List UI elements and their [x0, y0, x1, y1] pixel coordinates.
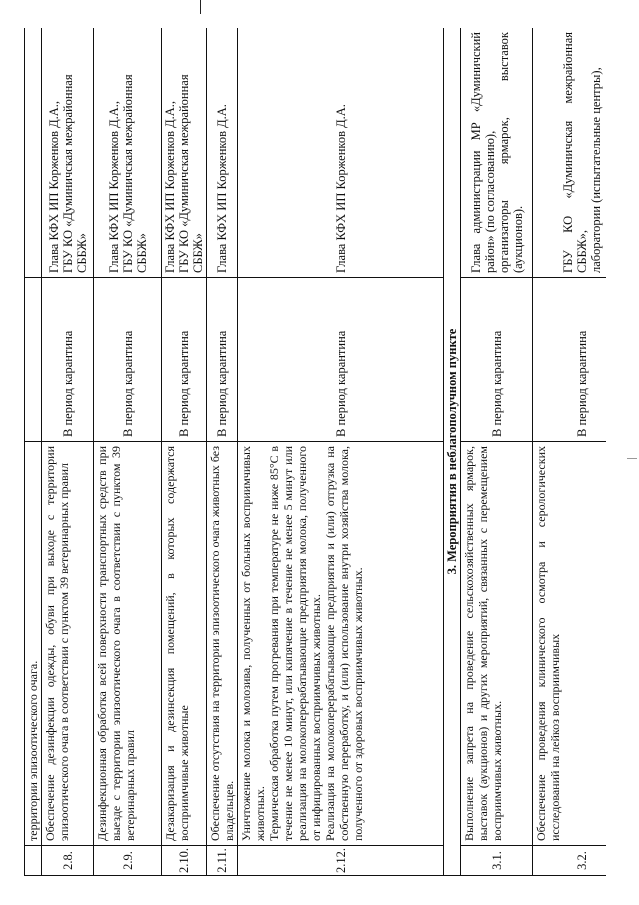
measures-table — [24, 28, 606, 876]
term-cell: В период карантина — [207, 278, 238, 442]
responsible-line: Глава КФХ ИП Корженков Д.А., — [163, 100, 177, 273]
action-cell: Обеспечение отсутствия на территории эпизоотического очага животных без владельцев. — [207, 442, 238, 846]
row-number: 2.10. — [162, 846, 207, 876]
responsible-cell — [461, 28, 533, 278]
table-row — [533, 28, 607, 876]
responsible-line: лаборатории (испытательные центры), — [589, 67, 603, 273]
action-cell: территории эпизоотического очага. — [25, 442, 42, 846]
responsible-line: Глава КФХ ИП Корженков Д.А., — [46, 100, 61, 273]
term-cell: В период карантина — [42, 278, 94, 442]
action-cell: Обеспечение дезинфекции одежды, обуви при выходе с территории эпизоотического очага в соответствии с пунктом 39 ветеринарных правил — [42, 442, 94, 846]
row-number: 3.2. — [533, 846, 607, 876]
action-cell: Обеспечение проведения клинического осмотра и серологических исследований на лейкоз восприимчивых — [533, 442, 607, 846]
section-header-row — [444, 28, 461, 876]
row-number: 3.1. — [461, 846, 533, 876]
responsible-line: Глава КФХ ИП Корженков Д.А., — [106, 100, 121, 273]
row-number: 2.12. — [238, 846, 444, 876]
responsible-line: организаторы ярмарок, выставок (аукционов). — [496, 32, 525, 273]
rotated-document — [24, 28, 606, 876]
term-cell — [25, 278, 42, 442]
responsible-cell — [162, 28, 207, 278]
action-cell — [238, 442, 444, 846]
responsible-line: ГБУ КО «Думиничская межрайонная СББЖ» — [120, 74, 149, 273]
top-edge-mark — [200, 0, 201, 14]
term-cell: В период карантина — [238, 278, 444, 442]
right-edge-tick — [627, 458, 637, 459]
responsible-line: ГБУ КО «Думиничская межрайонная СББЖ» — [60, 74, 89, 273]
action-cell: Выполнение запрета на проведение сельскохозяйственных ярмарок, выставок (аукционов) и других мероприятий, связанных с перемещением восприимчивых животных. — [461, 442, 533, 846]
responsible-cell — [25, 28, 42, 278]
row-number: 2.9. — [94, 846, 162, 876]
term-cell: В период карантина — [94, 278, 162, 442]
responsible-cell — [207, 28, 238, 278]
responsible-line: Глава администрации МР «Думиничский район» (по согласованию), — [468, 32, 497, 273]
table-row — [207, 28, 238, 876]
responsible-line: ГБУ КО «Думиничская межрайонная СББЖ» — [177, 74, 205, 273]
table-row — [162, 28, 207, 876]
responsible-cell — [238, 28, 444, 278]
table-row — [461, 28, 533, 876]
table-row — [42, 28, 94, 876]
action-paragraph: Реализация на молокоперерабатывающие предприятия и (или) отгрузка на собственную переработку, и (или) использование внутри хозяйства молока, полученного от здоровых восприимчивых животных. — [323, 446, 365, 841]
responsible-line: Глава КФХ ИП Корженков Д.А. — [215, 104, 229, 273]
table-row — [94, 28, 162, 876]
term-cell: В период карантина — [162, 278, 207, 442]
term-cell: В период карантина — [461, 278, 533, 442]
table-row — [238, 28, 444, 876]
row-number — [25, 846, 42, 876]
responsible-line: Глава КФХ ИП Корженков Д.А. — [333, 104, 348, 273]
table-row — [25, 28, 42, 876]
responsible-cell — [533, 28, 607, 278]
row-number: 2.8. — [42, 846, 94, 876]
action-cell: Дезакаризация и дезинсекция помещений, в которых содержатся восприимчивые животные — [162, 442, 207, 846]
responsible-line: ГБУ КО «Думиничская межрайонная СББЖ», — [561, 32, 589, 273]
page-frame — [24, 28, 606, 876]
responsible-cell — [94, 28, 162, 278]
action-paragraph: Уничтожение молока и молозива, полученных от больных восприимчивых животных. — [239, 446, 267, 841]
row-number: 2.11. — [207, 846, 238, 876]
term-cell: В период карантина — [533, 278, 607, 442]
responsible-cell — [42, 28, 94, 278]
action-cell: Дезинфекционная обработка всей поверхности транспортных средств при выезде с территории эпизоотического очага в соответствии с пунктом 39 ветеринарных правил — [94, 442, 162, 846]
action-paragraph: Термическая обработка путем прогревания при температуре не ниже 85°С в течение не менее 10 минут, или кипячение в течение не менее 5 минут или реализация на молокоперерабатывающие предприятия молока, полученного от инфицированных восприимчивых животных. — [267, 446, 323, 841]
section-title: 3. Мероприятия в неблагополучном пункте — [444, 28, 461, 876]
